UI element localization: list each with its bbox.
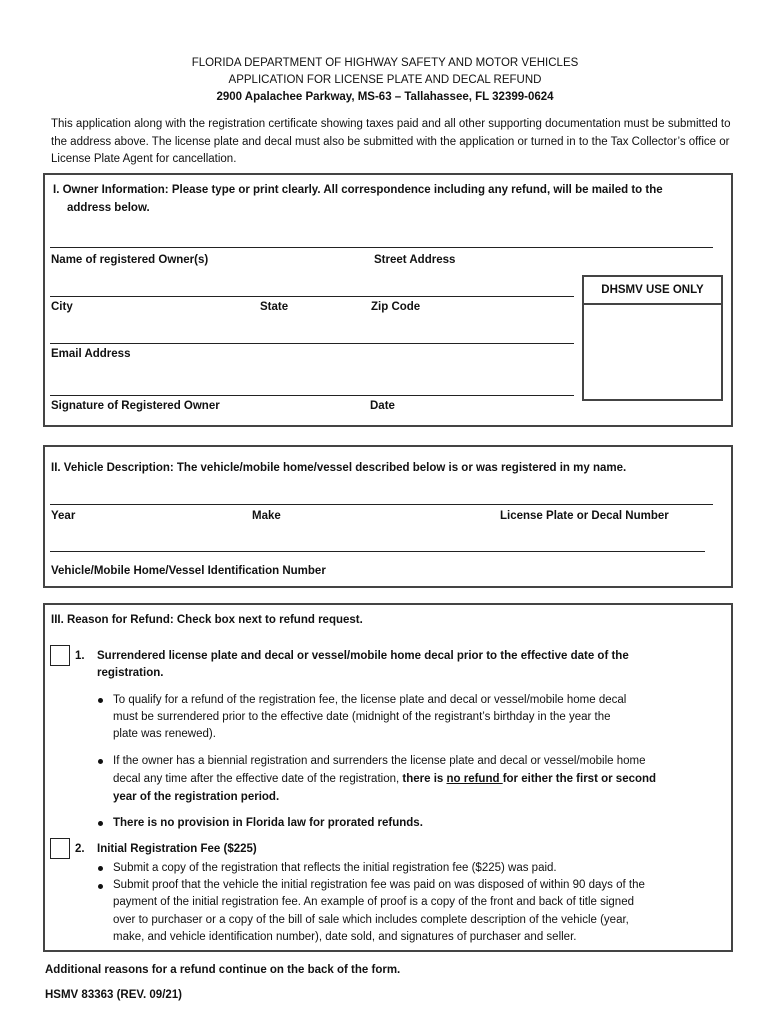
city-label: City [51,301,73,313]
dhsmv-use-only-box [582,303,723,401]
bullet-icon [98,759,103,764]
refund-option-1-title-cont: registration. [97,667,164,679]
refund-option-2-number: 2. [75,843,85,855]
agency-name: FLORIDA DEPARTMENT OF HIGHWAY SAFETY AND MOTOR VEHICLES [191,57,579,69]
option2-bullet2-line1: Submit proof that the vehicle the initial registration fee was paid on was disposed of within 90 days of the [113,879,645,891]
section1-title: I. Owner Information: Please type or print clearly. All correspondence including any refund, will be mailed to the [53,184,663,196]
make-label: Make [252,510,281,522]
section2-title: II. Vehicle Description: The vehicle/mobile home/vessel described below is or was registered in my name. [51,462,627,474]
bullet2-line2 [113,771,656,789]
bullet2-line2-d: for either the first or second [502,773,657,785]
intro-paragraph: This application along with the registration certificate showing taxes paid and all other supporting documentation must be submitted to the address above. The license plate and decal must also be submitted with the application or turned in to the Tax Collector’s office or License Plate Agent for cancellation. [51,118,731,165]
agency-address: 2900 Apalachee Parkway, MS-63 – Tallahassee, FL 32399-0624 [216,91,554,103]
zip-code-label: Zip Code [371,301,421,313]
bullet-icon [98,698,103,703]
dhsmv-use-only-header [582,275,723,305]
option2-bullet2-line3: over to purchaser or a copy of the bill of sale which includes complete description of the vehicle (year, [113,914,629,926]
bullet2-line2-a: decal any time after the effective date of the registration, [113,773,403,785]
bullet1-line1: To qualify for a refund of the registration fee, the license plate and decal or vessel/mobile home decal [113,694,627,706]
dhsmv-use-only-label: DHSMV USE ONLY [601,284,704,296]
vin-line[interactable] [50,551,705,552]
owner-name-label: Name of registered Owner(s) [51,254,209,266]
bullet3: There is no provision in Florida law for prorated refunds. [113,817,423,829]
no-refund-text: no refund [446,773,503,785]
refund-option-1-checkbox[interactable] [50,645,70,666]
option2-bullet2-line4: make, and vehicle identification number), date sold, and signatures of purchaser and seller. [113,931,577,943]
owner-name-line[interactable] [50,247,713,248]
continue-note: Additional reasons for a refund continue on the back of the form. [45,964,401,976]
plate-number-label: License Plate or Decal Number [500,510,669,522]
form-title: APPLICATION FOR LICENSE PLATE AND DECAL REFUND [228,74,542,86]
bullet1-line2: must be surrendered prior to the effective date (midnight of the registrant’s birthday in the year the [113,711,611,723]
form-number: HSMV 83363 (REV. 09/21) [45,989,183,1001]
state-label: State [260,301,289,313]
option2-bullet1: Submit a copy of the registration that reflects the initial registration fee ($225) was paid. [113,862,557,874]
bullet2-line2-b: there is [402,773,447,785]
email-label: Email Address [51,348,131,360]
refund-option-2-title: Initial Registration Fee ($225) [97,843,257,855]
date-label: Date [370,400,395,412]
option2-bullet2-line2: payment of the initial registration fee. An example of proof is a copy of the front and back of title signed [113,896,634,908]
refund-option-2-checkbox[interactable] [50,838,70,859]
refund-option-1-number: 1. [75,650,85,662]
city-line[interactable] [50,296,574,297]
signature-line[interactable] [50,395,574,396]
year-label: Year [51,510,76,522]
refund-option-1-title: Surrendered license plate and decal or vessel/mobile home decal prior to the effective date of the [97,650,629,662]
bullet-icon [98,866,103,871]
bullet-icon [98,821,103,826]
bullet1-line3: plate was renewed). [113,728,216,740]
vin-label: Vehicle/Mobile Home/Vessel Identification Number [51,565,326,577]
vehicle-line[interactable] [50,504,713,505]
section3-title: III. Reason for Refund: Check box next to refund request. [51,614,363,626]
bullet2-line1: If the owner has a biennial registration and surrenders the license plate and decal or vessel/mobile home [113,755,646,767]
bullet-icon [98,884,103,889]
street-address-label: Street Address [374,254,456,266]
section1-title-cont: address below. [67,202,150,214]
email-line[interactable] [50,343,574,344]
bullet2-line3: year of the registration period. [113,791,280,803]
signature-label: Signature of Registered Owner [51,400,220,412]
